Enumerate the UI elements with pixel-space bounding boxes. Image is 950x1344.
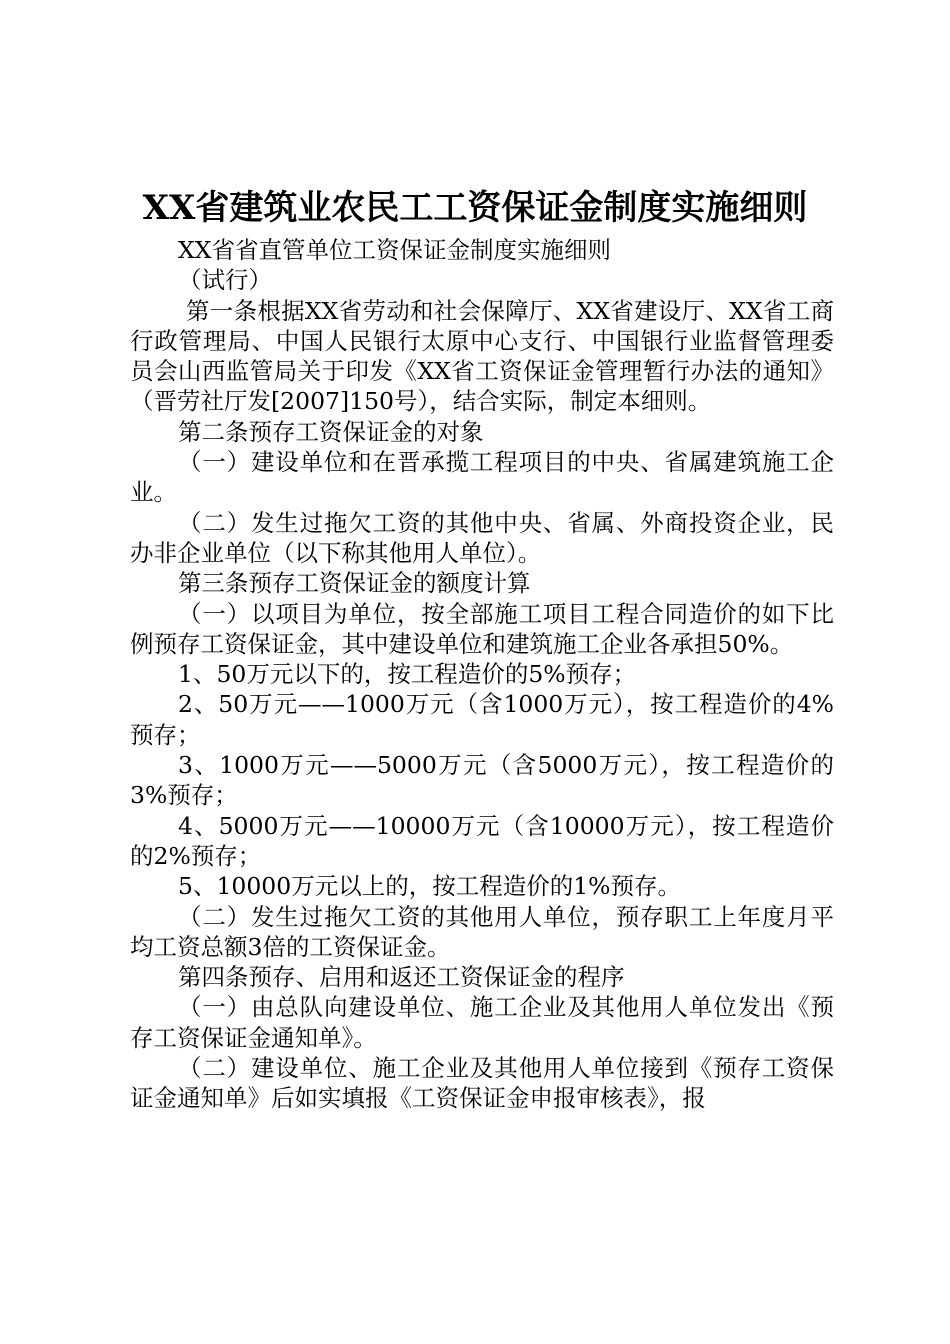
article-2-item-2: （二）发生过拖欠工资的其他中央、省属、外商投资企业，民办非企业单位（以下称其他用人单位）。 [130, 508, 834, 567]
trial-note: （试行） [178, 266, 272, 295]
article-4-heading: 第四条预存、启用和返还工资保证金的程序 [178, 963, 625, 992]
rate-tier-5: 5、10000万元以上的，按工程造价的1%预存。 [178, 872, 681, 901]
article-2-item-1: （一）建设单位和在晋承揽工程项目的中央、省属建筑施工企业。 [130, 448, 834, 507]
rate-tier-2: 2、50万元——1000万元（含1000万元），按工程造价的4%预存； [130, 690, 834, 749]
document-title: XX省建筑业农民工工资保证金制度实施细则 [142, 188, 808, 228]
document-body [130, 235, 834, 1114]
article-2-heading: 第二条预存工资保证金的对象 [178, 417, 484, 446]
subtitle: XX省省直管单位工资保证金制度实施细则 [178, 236, 611, 264]
article-4-item-1: （一）由总队向建设单位、施工企业及其他用人单位发出《预存工资保证金通知单》。 [130, 993, 834, 1052]
rate-tier-1: 1、50万元以下的，按工程造价的5%预存； [178, 660, 637, 689]
rate-tier-3: 3、1000万元——5000万元（含5000万元），按工程造价的3%预存； [130, 751, 834, 810]
article-3-item-2: （二）发生过拖欠工资的其他用人单位，预存职工上年度月平均工资总额3倍的工资保证金。 [130, 902, 834, 961]
rate-tier-4: 4、5000万元——10000万元（含10000万元），按工程造价的2%预存； [130, 811, 834, 870]
article-3-item-1: （一）以项目为单位，按全部施工项目工程合同造价的如下比例预存工资保证金，其中建设单位和建筑施工企业各承担50%。 [130, 599, 834, 658]
article-4-item-2: （二）建设单位、施工企业及其他用人单位接到《预存工资保证金通知单》后如实填报《工资保证金申报审核表》，报 [130, 1054, 834, 1113]
article-1: 第一条根据XX省劳动和社会保障厅、XX省建设厅、XX省工商行政管理局、中国人民银行太原中心支行、中国银行业监督管理委员会山西监管局关于印发《XX省工资保证金管理暂行办法的通知》（晋劳社厅发[2007]150号），结合实际，制定本细则。 [130, 296, 834, 416]
article-3-heading: 第三条预存工资保证金的额度计算 [178, 569, 531, 598]
